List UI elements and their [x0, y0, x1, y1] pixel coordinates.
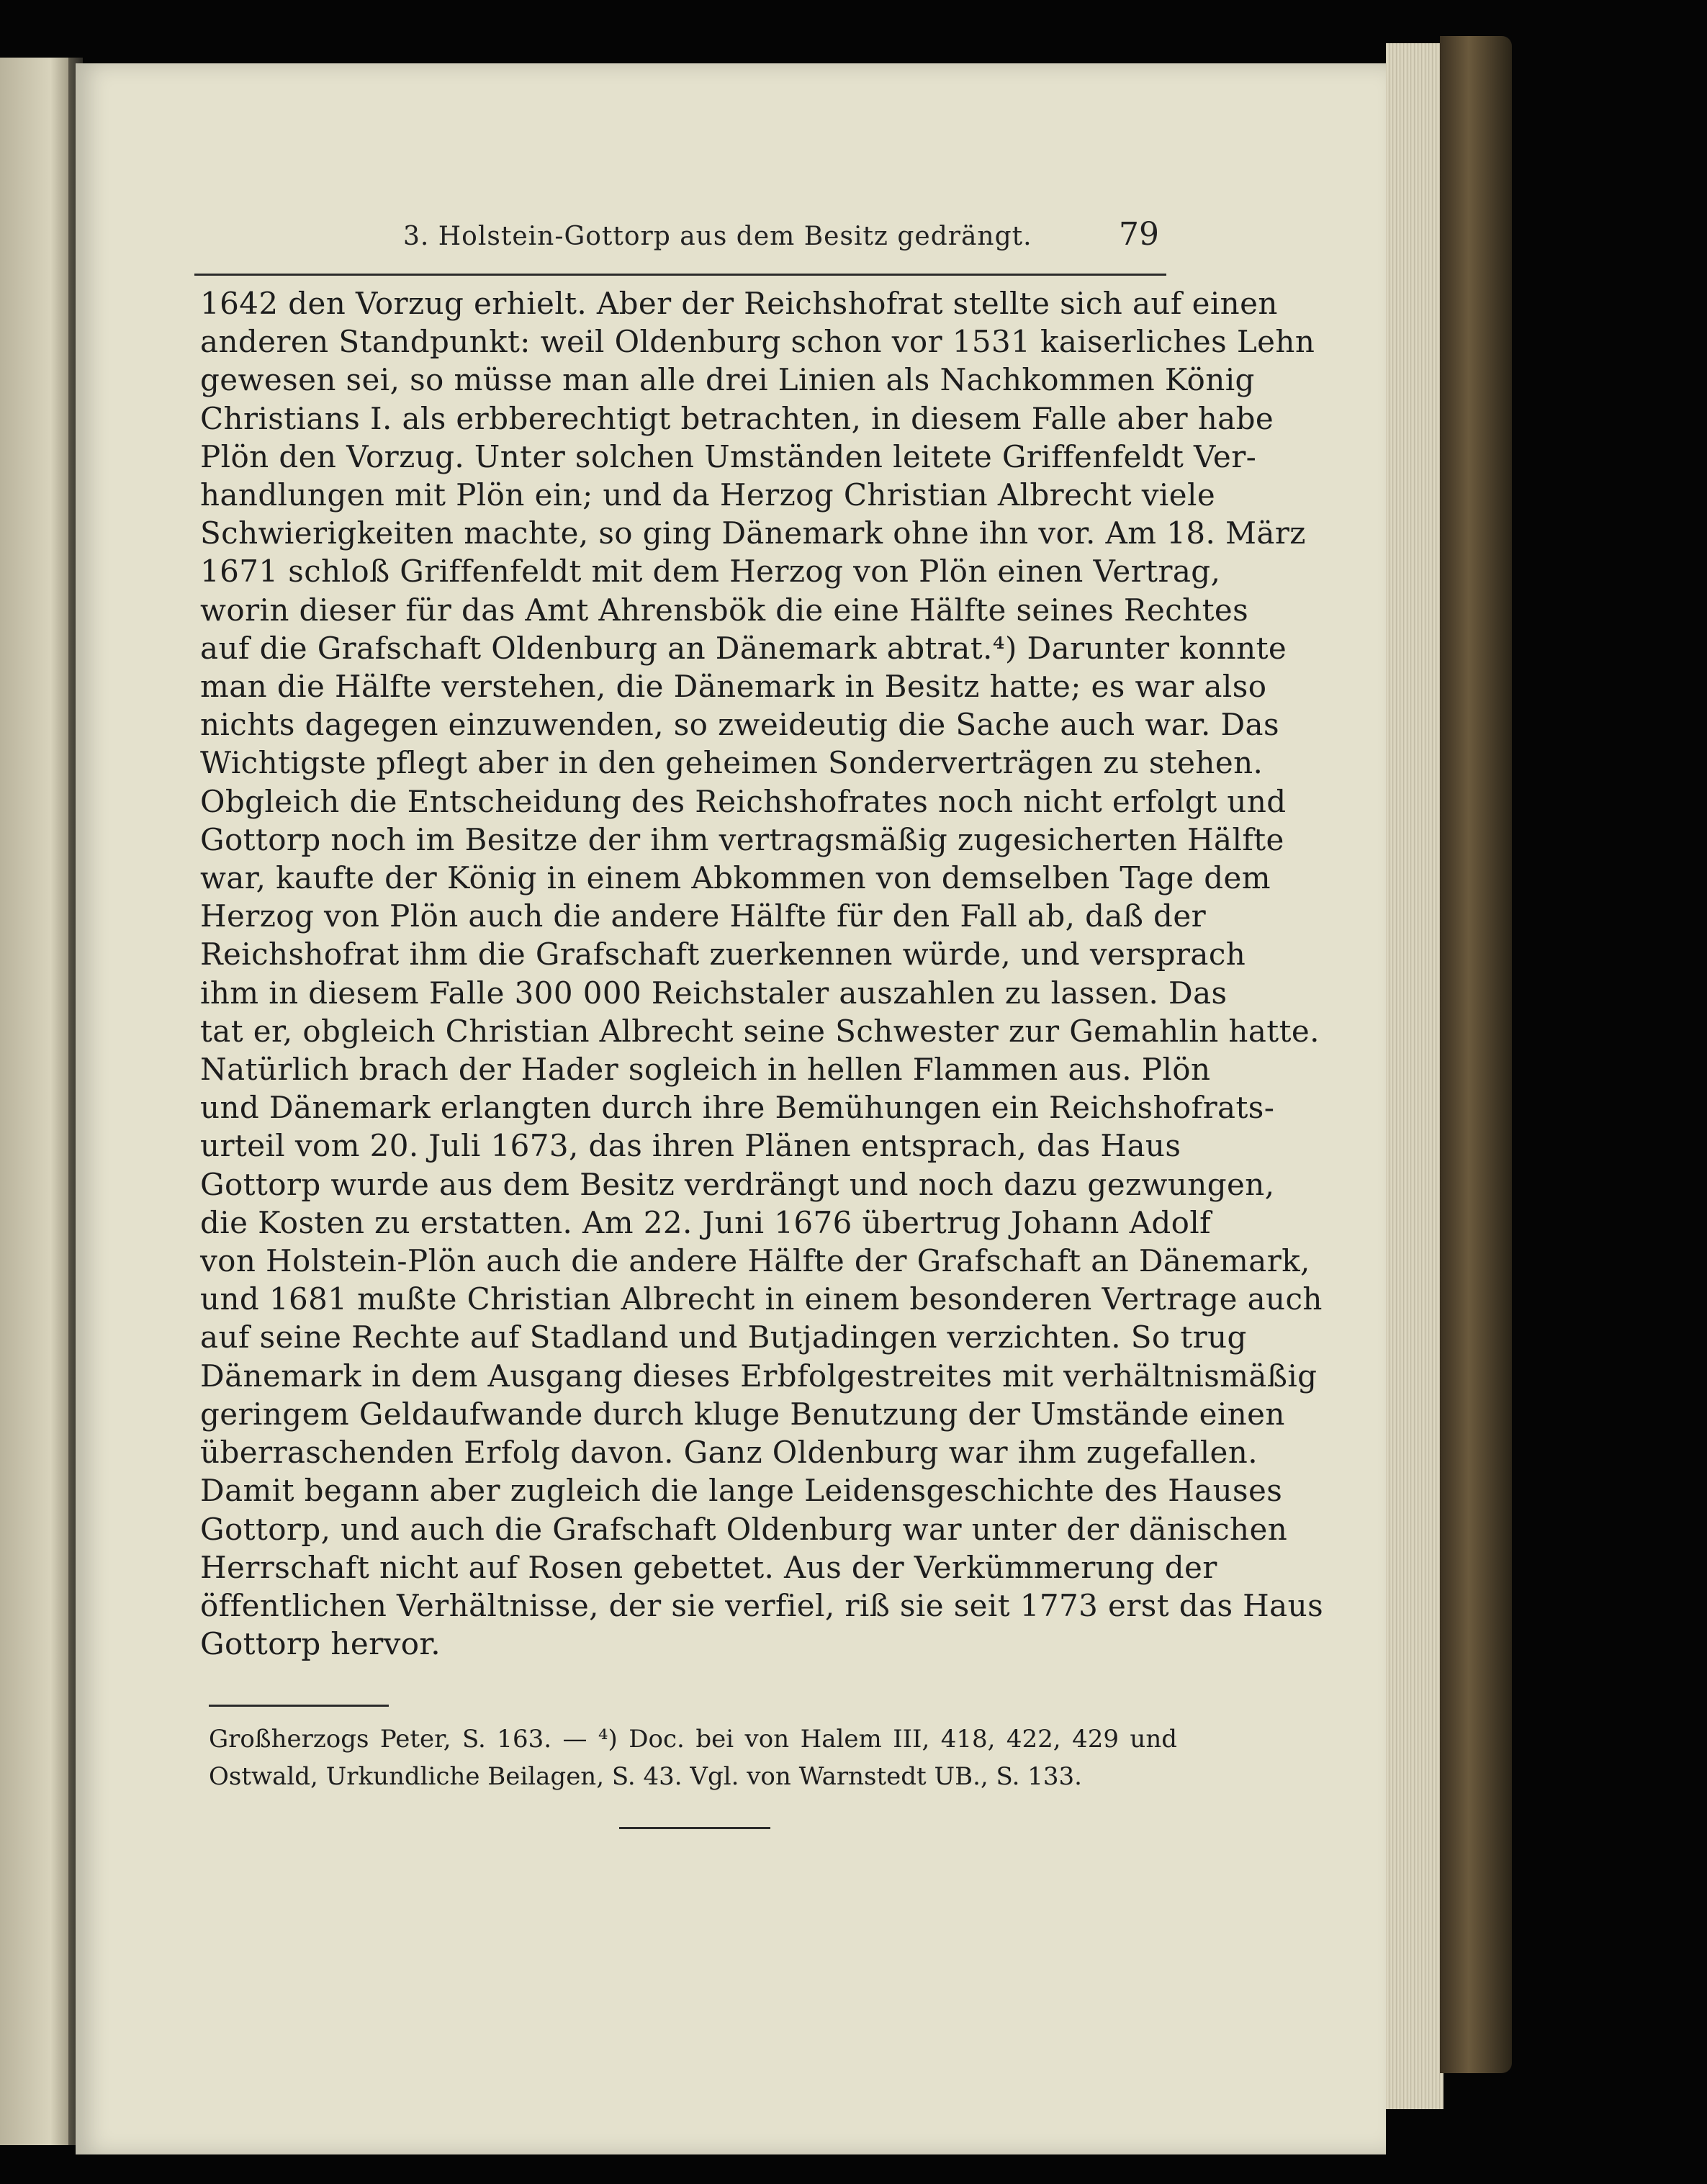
text-line: ihm in diesem Falle 300 000 Reichstaler auszahlen zu lassen. Das — [200, 975, 1228, 1011]
text-line: nichts dagegen einzuwenden, so zweideutig die Sache auch war. Das — [200, 707, 1279, 743]
text-line: Obgleich die Entscheidung des Reichshofrates noch nicht erfolgt und — [200, 783, 1287, 819]
text-line: 1671 schloß Griffenfeldt mit dem Herzog von Plön einen Vertrag, — [200, 554, 1221, 590]
text-line: überraschenden Erfolg davon. Ganz Oldenburg war ihm zugefallen. — [200, 1435, 1258, 1471]
footnote-rule — [209, 1705, 389, 1707]
text-line: und Dänemark erlangten durch ihre Bemühungen ein Reichshofrats- — [200, 1090, 1275, 1126]
left-facing-page — [0, 58, 75, 2145]
text-line: auf die Grafschaft Oldenburg an Dänemark abtrat.⁴) Darunter konnte — [200, 630, 1287, 666]
body-text — [200, 284, 1324, 1663]
text-line: geringem Geldaufwande durch kluge Benutzung der Umstände einen — [200, 1396, 1285, 1432]
text-line: Reichshofrat ihm die Grafschaft zuerkennen würde, und versprach — [200, 937, 1246, 973]
book-cover-edge — [1440, 36, 1512, 2073]
text-line: gewesen sei, so müsse man alle drei Linien als Nachkommen König — [200, 362, 1255, 398]
text-line: Schwierigkeiten machte, so ging Dänemark ohne ihn vor. Am 18. März — [200, 515, 1306, 551]
text-line: war, kaufte der König in einem Abkommen von demselben Tage dem — [200, 860, 1271, 896]
text-line: öffentlichen Verhältnisse, der sie verfiel, riß sie seit 1773 erst das Haus — [200, 1587, 1324, 1623]
text-line: Herzog von Plön auch die andere Hälfte für den Fall ab, daß der — [200, 898, 1207, 934]
footnotes — [209, 1720, 1177, 1795]
text-line: von Holstein-Plön auch die andere Hälfte der Grafschaft an Dänemark, — [200, 1243, 1310, 1279]
text-line: auf seine Rechte auf Stadland und Butjadingen verzichten. So trug — [200, 1319, 1247, 1355]
text-line: Gottorp, und auch die Grafschaft Oldenburg war unter der dänischen — [200, 1511, 1288, 1547]
text-line: tat er, obgleich Christian Albrecht seine Schwester zur Gemahlin hatte. — [200, 1013, 1320, 1049]
text-line: urteil vom 20. Juli 1673, das ihren Plänen entsprach, das Haus — [200, 1128, 1181, 1164]
text-line: Herrschaft nicht auf Rosen gebettet. Aus der Verkümmerung der — [200, 1549, 1217, 1585]
page-block-edges — [1386, 43, 1443, 2109]
end-rule — [619, 1827, 770, 1829]
footnote-line: Ostwald, Urkundliche Beilagen, S. 43. Vgl. von Warnstedt UB., S. 133. — [209, 1762, 1082, 1791]
text-line: und 1681 mußte Christian Albrecht in einem besonderen Vertrage auch — [200, 1281, 1323, 1317]
text-line: die Kosten zu erstatten. Am 22. Juni 1676 übertrug Johann Adolf — [200, 1204, 1212, 1240]
text-line: Dänemark in dem Ausgang dieses Erbfolgestreites mit verhältnismäßig — [200, 1358, 1318, 1394]
text-line: anderen Standpunkt: weil Oldenburg schon vor 1531 kaiserliches Lehn — [200, 324, 1315, 360]
text-line: 1642 den Vorzug erhielt. Aber der Reichshofrat stellte sich auf einen — [200, 286, 1278, 321]
text-line: Gottorp wurde aus dem Besitz verdrängt und noch dazu gezwungen, — [200, 1166, 1275, 1202]
page-number: 79 — [1119, 216, 1159, 253]
text-line: handlungen mit Plön ein; und da Herzog Christian Albrecht viele — [200, 477, 1216, 513]
text-line: Plön den Vorzug. Unter solchen Umständen leitete Griffenfeldt Ver- — [200, 438, 1257, 474]
text-line: Wichtigste pflegt aber in den geheimen Sonderverträgen zu stehen. — [200, 745, 1264, 781]
running-head — [194, 216, 1166, 276]
text-line: worin dieser für das Amt Ahrensbök die eine Hälfte seines Rechtes — [200, 592, 1249, 628]
text-line: Natürlich brach der Hader sogleich in hellen Flammen aus. Plön — [200, 1052, 1211, 1088]
text-line: Damit begann aber zugleich die lange Leidensgeschichte des Hauses — [200, 1473, 1283, 1509]
running-title: 3. Holstein-Gottorp aus dem Besitz gedrängt. — [403, 222, 1032, 251]
text-line: man die Hälfte verstehen, die Dänemark in Besitz hatte; es war also — [200, 669, 1267, 705]
footnote-line: Großherzogs Peter, S. 163. — ⁴) Doc. bei von Halem III, 418, 422, 429 und — [209, 1725, 1177, 1754]
text-line: Christians I. als erbberechtigt betrachten, in diesem Falle aber habe — [200, 400, 1274, 436]
text-line: Gottorp hervor. — [200, 1626, 441, 1662]
text-line: Gottorp noch im Besitze der ihm vertragsmäßig zugesicherten Hälfte — [200, 821, 1284, 857]
